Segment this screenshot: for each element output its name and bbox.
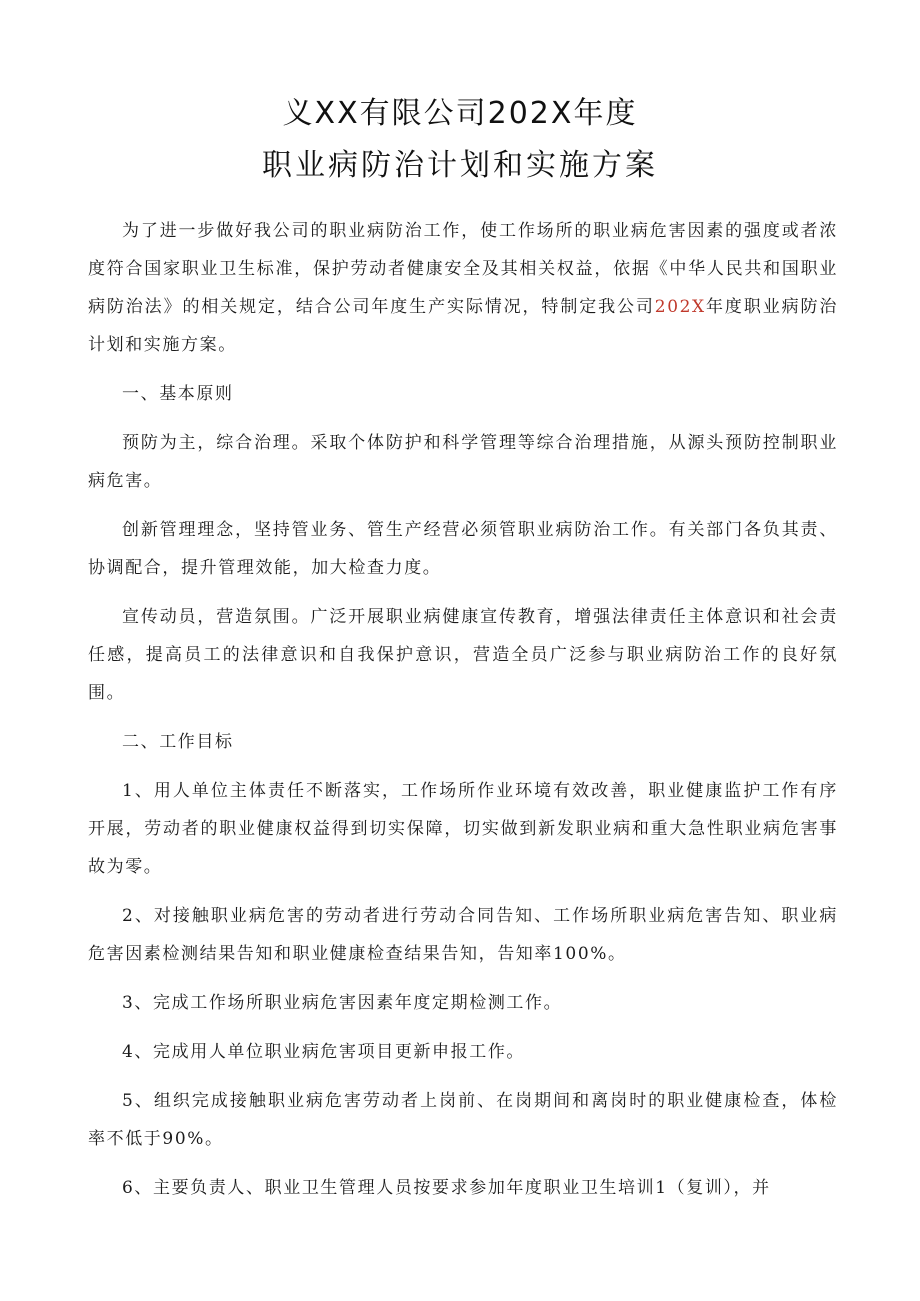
principle-paragraph: 创新管理理念，坚持管业务、管生产经营必须管职业病防治工作。有关部门各负其责、协调配合，提升管理效能，加大检查力度。 (88, 520, 838, 578)
document-title-line1: 义XX有限公司202X年度 (282, 96, 638, 131)
intro-year-highlight: 202X (654, 297, 706, 317)
intro-paragraph (88, 212, 838, 364)
goal-item: 4、完成用人单位职业病危害项目更新申报工作。 (122, 1042, 526, 1062)
goal-item: 5、组织完成接触职业病危害劳动者上岗前、在岗期间和离岗时的职业健康检查，体检率不低于90%。 (88, 1091, 838, 1149)
intro-text-before: 为了进一步做好我公司的职业病防治工作，使工作场所的职业病危害因素的强度或者浓度符合国家职业卫生标准，保护劳动者健康安全及其相关权益，依据《中华人民共和国职业病防治法》的相关规定，结合公司年度生产实际情况，特制定我公司 (88, 221, 838, 317)
document-title-line2: 职业病防治计划和实施方案 (262, 148, 658, 183)
document-body (88, 212, 838, 1218)
goal-item: 2、对接触职业病危害的劳动者进行劳动合同告知、工作场所职业病危害告知、职业病危害因素检测结果告知和职业健康检查结果告知，告知率100%。 (88, 906, 838, 964)
intro-text-after: 年度职业病防治计划和实施方案。 (88, 297, 839, 355)
principle-paragraph: 宣传动员，营造氛围。广泛开展职业病健康宣传教育，增强法律责任主体意识和社会责任感，提高员工的法律意识和自我保护意识，营造全员广泛参与职业病防治工作的良好氛围。 (88, 607, 838, 703)
section-heading-principles: 一、基本原则 (122, 384, 234, 404)
goal-item: 6、主要负责人、职业卫生管理人员按要求参加年度职业卫生培训1（复训），并 (122, 1178, 771, 1198)
section-heading-goals: 二、工作目标 (122, 732, 234, 752)
goal-item: 3、完成工作场所职业病危害因素年度定期检测工作。 (122, 993, 563, 1013)
goal-item: 1、用人单位主体责任不断落实，工作场所作业环境有效改善，职业健康监护工作有序开展，劳动者的职业健康权益得到切实保障，切实做到新发职业病和重大急性职业病危害事故为零。 (88, 781, 838, 877)
principle-paragraph: 预防为主，综合治理。采取个体防护和科学管理等综合治理措施，从源头预防控制职业病危害。 (88, 433, 838, 491)
